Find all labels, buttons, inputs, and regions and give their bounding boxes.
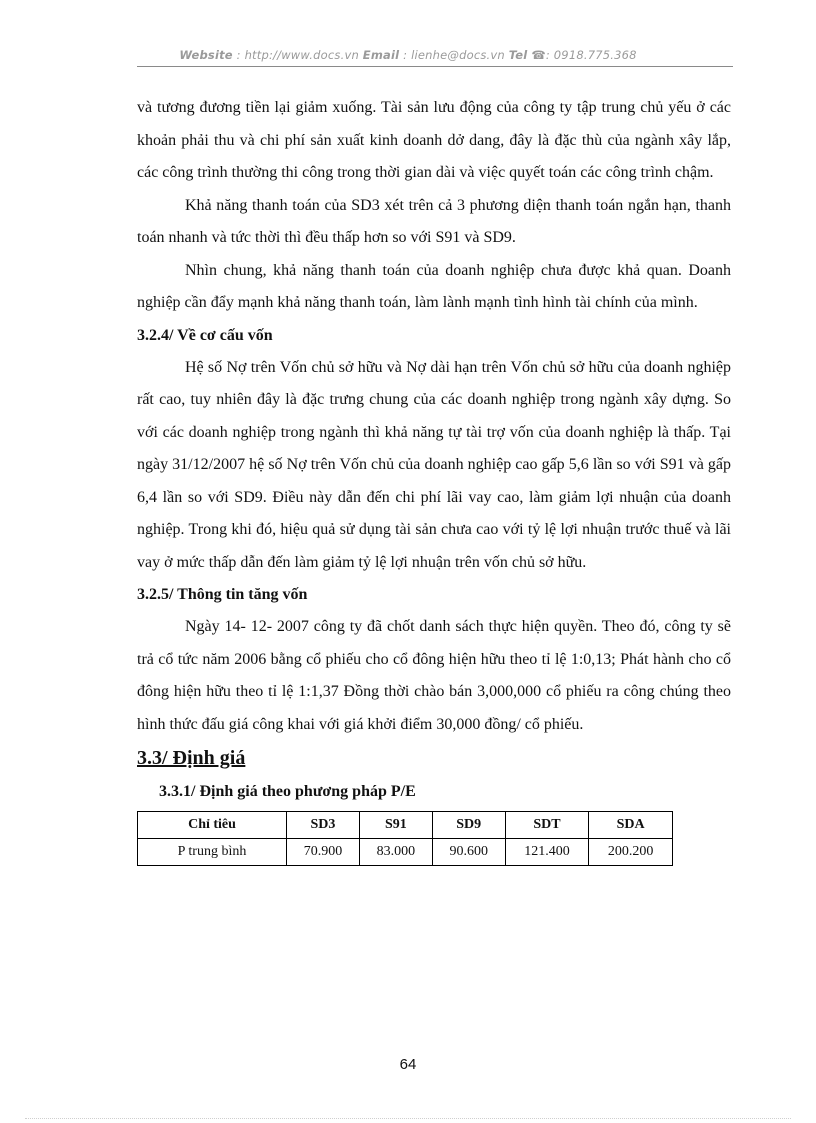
tel-value: : 0918.775.368 — [545, 48, 637, 62]
pe-table — [137, 811, 673, 866]
tel-label: Tel — [508, 48, 528, 62]
footer-divider — [25, 1118, 791, 1119]
table-header-cell: Chỉ tiêu — [138, 812, 287, 839]
page-number: 64 — [399, 1056, 417, 1073]
table-cell: 200.200 — [589, 839, 673, 866]
paragraph-payment-ability: Khả năng thanh toán của SD3 xét trên cả 3 phương diện thanh toán ngắn hạn, thanh toán nhanh và tức thời thì đều thấp hơn so với S91 và SD9. — [137, 196, 731, 246]
document-body — [137, 92, 731, 866]
table-header-row — [138, 812, 673, 839]
table-header-cell: S91 — [359, 812, 432, 839]
table-cell: 121.400 — [505, 839, 589, 866]
table-header-cell: SDA — [589, 812, 673, 839]
paragraph-capital-structure: Hệ số Nợ trên Vốn chủ sở hữu và Nợ dài hạn trên Vốn chủ sở hữu của doanh nghiệp rất cao, tuy nhiên đây là đặc trưng chung của các doanh nghiệp trong ngành xây dựng. So với các doanh nghiệp trong ngành thì khả năng tự tài trợ vốn của doanh nghiệp là thấp. Tại ngày 31/12/2007 hệ số Nợ trên Vốn chủ của doanh nghiệp cao gấp 5,6 lần so với S91 và gấp 6,4 lần so với SD9. Điều này dẫn đến chi phí lãi vay cao, làm giảm lợi nhuận của doanh nghiệp. Trong khi đó, hiệu quả sử dụng tài sản chưa cao với tỷ lệ lợi nhuận trước thuế và lãi vay ở mức thấp dẫn đến làm giảm tỷ lệ lợi nhuận trên vốn chủ sở hữu. — [137, 358, 731, 571]
website-label: Website — [179, 48, 233, 62]
table-cell: P trung bình — [138, 839, 287, 866]
table-cell: 90.600 — [432, 839, 505, 866]
table-header-cell: SDT — [505, 812, 589, 839]
paragraph-liquidity-assets: và tương đương tiền lại giảm xuống. Tài sản lưu động của công ty tập trung chủ yếu ở các khoản phải thu và chi phí sản xuất kinh doanh dở dang, đây là đặc thù của ngành xây lắp, các công trình thường thi công trong thời gian dài và việc quyết toán các công trình chậm. — [137, 99, 731, 181]
heading-valuation: 3.3/ Định giá — [137, 747, 246, 769]
table-cell: 83.000 — [359, 839, 432, 866]
website-value: : http://www.docs.vn — [232, 48, 363, 62]
email-value: : lienhe@docs.vn — [399, 48, 509, 62]
table-row — [138, 839, 673, 866]
paragraph-overall: Nhìn chung, khả năng thanh toán của doanh nghiệp chưa được khả quan. Doanh nghiệp cần đẩy mạnh khả năng thanh toán, làm lành mạnh tình hình tài chính của mình. — [137, 261, 731, 311]
email-label: Email — [362, 48, 400, 62]
heading-capital-structure: 3.2.4/ Về cơ cấu vốn — [137, 326, 273, 344]
page-header — [0, 48, 816, 62]
paragraph-capital-increase: Ngày 14- 12- 2007 công ty đã chốt danh sách thực hiện quyền. Theo đó, công ty sẽ trả cổ tức năm 2006 bằng cổ phiếu cho cổ đông hiện hữu theo tỉ lệ 1:0,13; Phát hành cho cổ đông hiện hữu theo tỉ lệ 1:1,37 Đồng thời chào bán 3,000,000 cổ phiếu ra công chúng theo hình thức đấu giá công khai với giá khởi điểm 30,000 đồng/ cổ phiếu. — [137, 618, 731, 733]
table-header-cell: SD3 — [287, 812, 360, 839]
heading-pe-valuation: 3.3.1/ Định giá theo phương pháp P/E — [159, 783, 416, 800]
phone-icon: ☎ — [531, 48, 546, 62]
header-divider — [137, 66, 733, 67]
table-header-cell: SD9 — [432, 812, 505, 839]
table-cell: 70.900 — [287, 839, 360, 866]
heading-capital-increase: 3.2.5/ Thông tin tăng vốn — [137, 586, 308, 603]
